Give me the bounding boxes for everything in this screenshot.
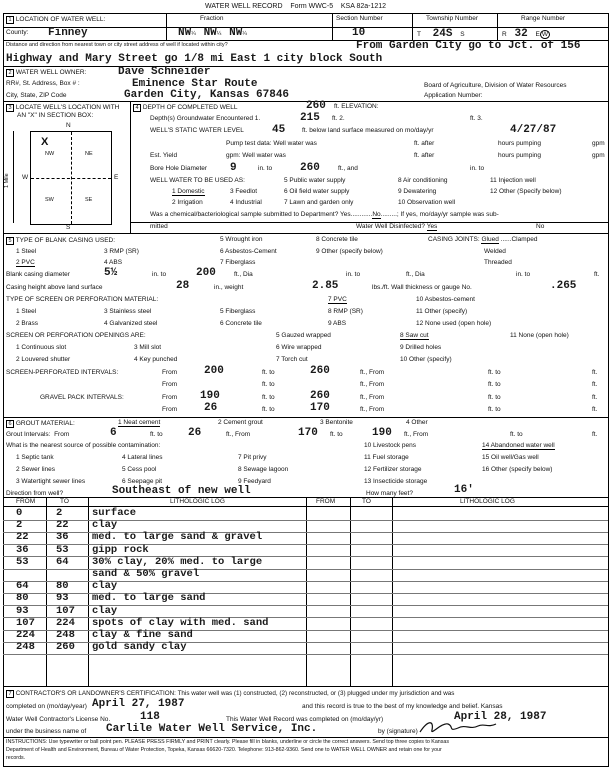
gravel-row2-ft: ft.: [592, 406, 598, 413]
casing-4: 4 ABS: [104, 259, 123, 266]
pump-test-label: Pump test data: Well water was: [226, 140, 317, 147]
contam-8: 8 Sewage lagoon: [238, 466, 289, 473]
contam-12: 12 Fertilizer storage: [364, 466, 422, 473]
log-row-lithology: med. to large sand & gravel: [92, 531, 263, 544]
section-number: 10: [352, 27, 366, 39]
casing-8: 8 Concrete tile: [316, 236, 358, 243]
joints-label: CASING JOINTS: Glued ......Clamped: [428, 236, 538, 243]
contam-7: 7 Pit privy: [238, 454, 267, 461]
perf-label: SCREEN-PERFORATED INTERVALS:: [6, 369, 119, 376]
casing-1: 1 Steel: [16, 248, 37, 255]
log-row-from: 2: [16, 519, 23, 532]
static-label: WELL'S STATIC WATER LEVEL: [150, 127, 244, 134]
bore-value: 9: [230, 162, 237, 174]
signature-mark: [418, 718, 508, 736]
casing-ft: ft.: [594, 271, 600, 278]
log-to-header: TO: [60, 498, 69, 505]
use-5: 5 Public water supply: [284, 177, 346, 184]
casing-in-to2: in. to: [346, 271, 361, 278]
log-row-from: 53: [16, 555, 29, 568]
opening-1: 1 Continuous slot: [16, 344, 67, 351]
grout-to3-label: ft. to: [510, 431, 523, 438]
chem-question: Was a chemical/bacteriological sample submitted to Department? Yes............No.........; If yes, mo/day/yr sample was sub-: [150, 211, 499, 218]
use-9: 9 Dewatering: [398, 188, 437, 195]
contam-15: 15 Oil well/Gas well: [482, 454, 539, 461]
business-label: under the business name of: [6, 728, 87, 735]
contam-13: 13 Insecticide storage: [364, 478, 428, 485]
log-row-to: 248: [56, 629, 75, 641]
nw-label: NW: [45, 151, 55, 157]
grout-from2-label: ft., From: [226, 431, 251, 438]
fraction-label: Fraction: [200, 15, 224, 22]
perf-to2-label: ft. to: [488, 369, 501, 376]
east-label: E: [114, 174, 119, 181]
casing-3: 3 RMP (SR): [104, 248, 139, 255]
screen-12: 12 None used (open hole): [416, 320, 492, 327]
log-row-lithology: gipp rock: [92, 543, 149, 556]
use-6: 6 Oil field water supply: [284, 188, 350, 195]
log-row-from: 64: [16, 580, 29, 593]
log-row-to: 224: [56, 616, 75, 629]
opening-11: 11 None (open hole): [510, 332, 569, 339]
mile-label: 1 Mile: [4, 173, 10, 188]
log-row-from: 0: [16, 507, 23, 519]
log-row-lithology: gold sandy clay: [92, 641, 187, 654]
fraction-values: NW¼ NW¼ NW¼: [178, 27, 247, 39]
grout-1: 1 Neat cement: [118, 419, 161, 426]
grout-to-2: 190: [372, 427, 392, 439]
log-row-from: 107: [16, 616, 35, 629]
contam-5: 5 Cess pool: [122, 466, 157, 473]
casing-type-label: 5 TYPE OF BLANK CASING USED:: [6, 237, 115, 245]
contamination-label: What is the nearest source of possible contamination:: [6, 442, 161, 449]
township-label: Township Number: [426, 15, 479, 22]
sw-label: SW: [45, 197, 54, 203]
use-3: 3 Feedlot: [230, 188, 258, 195]
screen-9: 9 ABS: [328, 320, 347, 327]
contam-6: 6 Seepage pit: [122, 478, 163, 485]
perf-row2-ft: ft.: [592, 381, 598, 388]
opening-3: 3 Mill slot: [134, 344, 162, 351]
groundwater-2-label: ft. 2.: [332, 115, 345, 122]
grout-from-2: 170: [298, 427, 318, 439]
perf-from-label: From: [162, 369, 178, 376]
log-row-from: 22: [16, 531, 29, 544]
log-lith-header-2: LITHOLOGIC LOG: [460, 498, 515, 505]
casing-gauge-label: lbs./ft. Wall thickness or gauge No.: [372, 284, 472, 291]
depth-label: 4 DEPTH OF COMPLETED WELL: [133, 104, 237, 112]
log-row-from: 224: [16, 629, 35, 641]
openings-label: SCREEN OR PERFORATION OPENINGS ARE:: [6, 332, 146, 339]
section-box: [30, 131, 112, 225]
pump-gpm: gpm: [592, 140, 605, 147]
record-completed-label: This Water Well Record was completed on (mo/day/yr): [226, 716, 384, 723]
gravel-to-2: 170: [310, 402, 330, 414]
grout-to2-label: ft. to: [330, 431, 343, 438]
gravel-row2-to-label: ft. to: [262, 406, 275, 413]
opening-9: 9 Drilled holes: [400, 344, 442, 351]
board-label: Board of Agriculture, Division of Water Resources: [424, 82, 567, 89]
gravel-to-1: 260: [310, 390, 330, 402]
use-4: 4 Industrial: [230, 199, 262, 206]
instructions-1: INSTRUCTIONS: Use typewriter or ball point pen. PLEASE PRESS FIRMLY and PRINT clearly. Please fill in blanks, underline or circle the correct answers. Send top three copies to Kansas: [6, 739, 449, 745]
screen-7: 7 PVC: [328, 296, 347, 303]
opening-5: 5 Gauzed wrapped: [276, 332, 331, 339]
county-value: Finney: [48, 27, 88, 39]
depth-value: 260: [306, 100, 326, 112]
use-label: WELL WATER TO BE USED AS:: [150, 177, 245, 184]
completed-date: April 27, 1987: [92, 698, 185, 710]
range-value: R 32 E W: [502, 28, 548, 40]
screen-3: 3 Stainless steel: [104, 308, 152, 315]
log-from-header-2: FROM: [316, 498, 336, 505]
grout-4: 4 Other: [406, 419, 428, 426]
use-8: 8 Air conditioning: [398, 177, 448, 184]
direction-label: Direction from well?: [6, 490, 64, 497]
yield-hours: hours pumping: [498, 152, 541, 159]
business-name: Carlile Water Well Service, Inc.: [106, 723, 318, 735]
casing-in-to3: in. to: [516, 271, 531, 278]
casing-gauge: .265: [550, 280, 577, 292]
log-row-lithology: clay & fine sand: [92, 629, 193, 641]
perf-from: 200: [204, 365, 224, 377]
log-row-lithology: clay: [92, 519, 118, 532]
bore-in: in. to: [258, 165, 273, 172]
north-label: N: [66, 122, 71, 129]
contam-2: 2 Sewer lines: [16, 466, 56, 473]
form-title: WATER WELL RECORD Form WWC-5 KSA 82a-1212: [205, 3, 387, 10]
casing-weight: 2.85: [312, 280, 339, 292]
contam-16: 16 Other (specify below): [482, 466, 553, 473]
license-number: 118: [140, 711, 160, 723]
section-number-label: Section Number: [336, 15, 383, 22]
use-1: 1 Domestic: [172, 188, 205, 195]
instructions-3: records.: [6, 755, 26, 761]
log-row-to: 93: [56, 592, 69, 605]
gravel-row2-from-label: From: [162, 406, 178, 413]
use-2: 2 Irrigation: [172, 199, 203, 206]
contam-3: 3 Watertight sewer lines: [16, 478, 86, 485]
log-row-lithology: spots of clay with med. sand: [92, 616, 269, 629]
static-tail: ft. below land surface measured on mo/day/yr: [302, 127, 434, 134]
use-11: 11 Injection well: [490, 177, 536, 184]
gravel-from-2: 26: [204, 402, 218, 414]
locate-label: 3 LOCATE WELL'S LOCATION WITH: [6, 104, 119, 112]
use-12: 12 Other (Specify below): [490, 188, 562, 195]
yield-after: ft. after: [414, 152, 435, 159]
log-row-lithology: surface: [92, 507, 137, 519]
perf-to-label: ft. to: [262, 369, 275, 376]
log-row-lithology: med. to large sand: [92, 592, 206, 605]
perf-row2-to: ft. to: [262, 381, 275, 388]
screen-10: 10 Asbestos-cement: [416, 296, 475, 303]
locate-label-2: AN "X" IN SECTION BOX:: [17, 112, 94, 119]
completed-label: completed on (mo/day/year): [6, 703, 87, 710]
log-row-from: 248: [16, 641, 35, 654]
log-row-from: 80: [16, 592, 29, 605]
grout-from3-label: ft., From: [404, 431, 429, 438]
casing-diameter: 5½: [104, 267, 118, 279]
bore-in2: in. to: [470, 165, 485, 172]
log-row-to: 53: [56, 543, 69, 556]
screen-4: 4 Galvanized steel: [104, 320, 158, 327]
distance-line-1: From Garden City go to Jct. of 156: [356, 40, 581, 52]
log-to-header-2: TO: [362, 498, 371, 505]
owner-name: Dave Schneider: [118, 66, 211, 78]
direction-value: Southeast of new well: [112, 485, 251, 497]
section-1-label: 1 LOCATION OF WATER WELL:: [6, 16, 105, 24]
pump-after: ft. after: [414, 140, 435, 147]
screen-11: 11 Other (specify): [416, 308, 468, 315]
gravel-from-label: From: [162, 394, 178, 401]
perf-row2-to2: ft. to: [488, 381, 501, 388]
application-label: Application Number:: [424, 92, 483, 99]
grout-3: 3 Bentonite: [320, 419, 353, 426]
casing-6: 6 Asbestos-Cement: [220, 248, 277, 255]
log-row-lithology: 30% clay, 20% med. to large: [92, 555, 263, 568]
screen-6: 6 Concrete tile: [220, 320, 262, 327]
log-lith-header: LITHOLOGIC LOG: [170, 498, 225, 505]
log-row-to: 36: [56, 531, 69, 544]
disinfected-label: Water Well Disinfected? Yes: [356, 223, 438, 230]
screen-5: 5 Fiberglass: [220, 308, 256, 315]
casing-9: 9 Other (specify below): [316, 248, 383, 255]
casing-2: 2 PVC: [16, 259, 35, 266]
west-label: W: [22, 174, 29, 181]
township-value: T 24S S: [417, 28, 465, 40]
log-row-to: 80: [56, 580, 69, 593]
joints-threaded: Threaded: [484, 259, 512, 266]
casing-weight-label: in., weight: [214, 284, 244, 291]
static-value: 45: [272, 124, 286, 136]
contam-1: 1 Septic tank: [16, 454, 54, 461]
county-label: County:: [6, 29, 29, 36]
opening-7: 7 Torch cut: [276, 356, 308, 363]
opening-2: 2 Louvered shutter: [16, 356, 71, 363]
perf-row2-from2: ft., From: [360, 381, 385, 388]
opening-4: 4 Key punched: [134, 356, 178, 363]
gravel-row2-from2: ft., From: [360, 406, 385, 413]
grout-to-label: ft. to: [150, 431, 163, 438]
city-label: City, State, ZIP Code: [6, 92, 67, 99]
bore-label: Bore Hole Diameter: [150, 165, 208, 172]
perf-row2-from: From: [162, 381, 178, 388]
yield-label: Est. Yield: [150, 152, 178, 159]
use-7: 7 Lawn and garden only: [284, 199, 354, 206]
log-row-to: 260: [56, 641, 75, 654]
log-from-header: FROM: [16, 498, 36, 505]
rr-label: RR#, St. Address, Box # :: [6, 80, 80, 87]
groundwater-3-label: ft. 3.: [470, 115, 483, 122]
cert-label: 7 CONTRACTOR'S OR LANDOWNER'S CERTIFICATION: This water well was (1) constructed, (2) reconstructed, or (3) plugged under my jurisdiction and was: [6, 690, 454, 698]
casing-diameter-label: Blank casing diameter: [6, 271, 70, 278]
south-label: S: [66, 224, 71, 231]
groundwater-label: Depth(s) Groundwater Encountered 1.: [150, 115, 261, 122]
grout-label: 6 GROUT MATERIAL:: [6, 420, 75, 428]
opening-8: 8 Saw cut: [400, 332, 429, 339]
instructions-2: Department of Health and Environment, Bureau of Water Protection, Topeka, Kansas 66620-7320. Telephone: 913-862-9360. Send one to WATER WELL OWNER and retain one for your: [6, 747, 442, 753]
contam-14: 14 Abandoned water well: [482, 442, 555, 449]
log-row-to: 2: [56, 507, 63, 519]
owner-address: Eminence Star Route: [132, 78, 258, 90]
gravel-from2-label: ft., From: [360, 394, 385, 401]
opening-10: 10 Other (specify): [400, 356, 452, 363]
casing-ft-dia: ft., Dia: [234, 271, 253, 278]
bore-and: ft., and: [338, 165, 358, 172]
gravel-to-label: ft. to: [262, 394, 275, 401]
gravel-ft: ft.: [592, 394, 598, 401]
groundwater-1: 215: [300, 112, 320, 124]
opening-6: 6 Wire wrapped: [276, 344, 322, 351]
distance-label: Distance and direction from nearest town or city street address of well if located within city?: [6, 42, 228, 48]
range-label: Range Number: [521, 15, 566, 22]
screen-2: 2 Brass: [16, 320, 39, 327]
grout-2: 2 Cement grout: [218, 419, 263, 426]
gravel-label: GRAVEL PACK INTERVALS:: [40, 394, 124, 401]
contam-10: 10 Livestock pens: [364, 442, 417, 449]
casing-height: 28: [176, 280, 190, 292]
log-row-lithology: clay: [92, 604, 118, 617]
screen-8: 8 RMP (SR): [328, 308, 363, 315]
use-10: 10 Observation well: [398, 199, 456, 206]
license-label: Water Well Contractor's License No.: [6, 716, 111, 723]
casing-ft-dia2: ft., Dia: [406, 271, 425, 278]
log-row-from: 93: [16, 604, 29, 617]
grout-to-1: 26: [188, 427, 202, 439]
joints-welded: Welded: [484, 248, 506, 255]
grout-from-1: 6: [110, 427, 117, 439]
log-row-to: 22: [56, 519, 69, 532]
casing-5: 5 Wrought iron: [220, 236, 263, 243]
casing-7: 7 Fiberglass: [220, 259, 256, 266]
log-row-to: 64: [56, 555, 69, 568]
gravel-from-1: 190: [200, 390, 220, 402]
owner-label: 2 WATER WELL OWNER:: [6, 69, 86, 77]
casing-height-label: Casing height above land surface: [6, 284, 103, 291]
screen-type-label: TYPE OF SCREEN OR PERFORATION MATERIAL:: [6, 296, 159, 303]
grout-intervals-label: Grout Intervals: From: [6, 431, 70, 438]
perf-to: 260: [310, 365, 330, 377]
chem-mitted: mitted: [150, 223, 168, 230]
contam-11: 11 Fuel storage: [364, 454, 409, 461]
log-row-from: 36: [16, 543, 29, 556]
grout-ft: ft.: [592, 431, 598, 438]
contam-9: 9 Feedyard: [238, 478, 271, 485]
casing-in-to: in. to: [152, 271, 167, 278]
record-date: April 28, 1987: [454, 711, 547, 723]
log-row-divider: [3, 654, 608, 655]
ne-label: NE: [85, 151, 93, 157]
log-row-lithology: clay: [92, 580, 118, 593]
disinfected-no: No: [536, 223, 545, 230]
completed-tail: and this record is true to the best of my knowledge and belief. Kansas: [302, 703, 503, 710]
distance-line-2: Highway and Mary Street go 1/8 mi East 1 city block South: [6, 53, 383, 65]
elevation-label: ft. ELEVATION:: [334, 103, 379, 110]
log-row-lithology: sand & 50% gravel: [92, 568, 200, 580]
well-x-mark: X: [41, 136, 49, 148]
yield-gpm2: gpm: [592, 152, 605, 159]
contam-4: 4 Lateral lines: [122, 454, 163, 461]
perf-ft: ft.: [592, 369, 598, 376]
log-row-to: 107: [56, 604, 75, 617]
casing-to: 200: [196, 267, 216, 279]
owner-city: Garden City, Kansas 67846: [124, 89, 290, 101]
perf-from2-label: ft., From: [360, 369, 385, 376]
se-label: SE: [85, 197, 93, 203]
signature-label: by (signature): [378, 728, 418, 735]
howmany-value: 16': [454, 484, 474, 496]
yield-gpm: gpm: Well water was: [226, 152, 286, 159]
static-date: 4/27/87: [510, 124, 557, 136]
pump-hours: hours pumping: [498, 140, 541, 147]
gravel-to2-label: ft. to: [488, 394, 501, 401]
gravel-row2-to2: ft. to: [488, 406, 501, 413]
bore-to: 260: [300, 162, 320, 174]
howmany-label: How many feet?: [366, 490, 413, 497]
screen-1: 1 Steel: [16, 308, 37, 315]
